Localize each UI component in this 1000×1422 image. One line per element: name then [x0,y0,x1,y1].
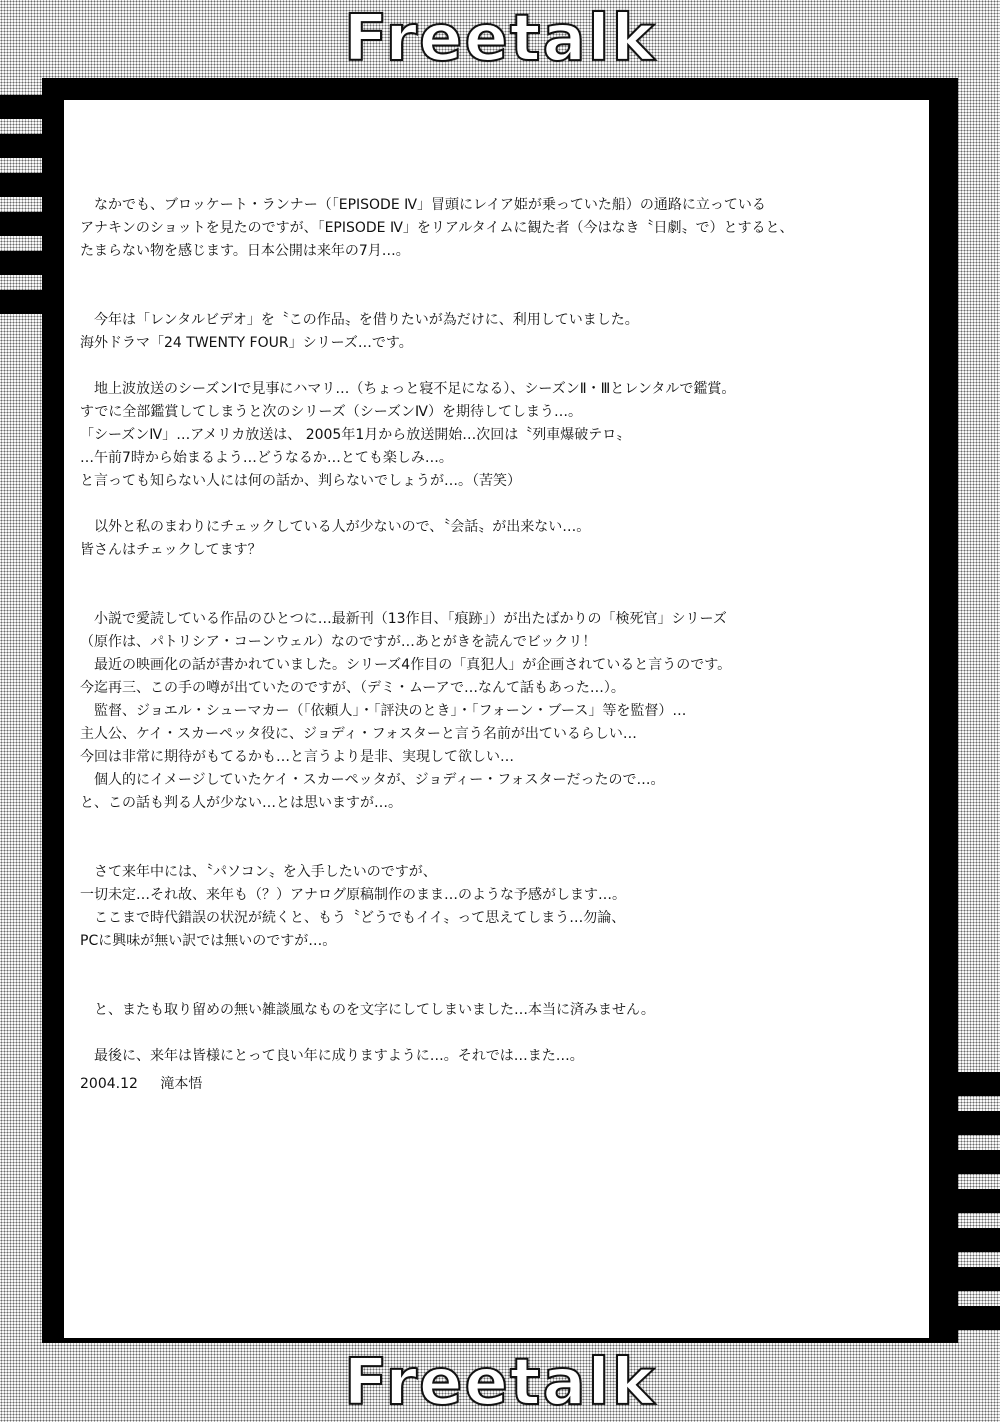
paragraph-closing [80,1045,860,1068]
stripe-bar [930,1150,1000,1174]
text-line: 監督、ジョエル・シューマカー（「依頼人」・「評決のとき」・「フォーン・ブース」等を監督）… [80,703,687,719]
text-line: 主人公、ケイ・スカーペッタ役に、ジョディ・フォスターと言う名前が出ているらしい… [80,726,637,742]
stripe-bar [930,1267,1000,1291]
stripe-bar [930,1228,1000,1252]
signature-author: 滝本悟 [160,1076,203,1092]
text-line: 海外ドラマ「24 TWENTY FOUR」シリーズ…です。 [80,335,413,351]
text-line: 最近の映画化の話が書かれていました。シリーズ4作目の「真犯人」が企画されていると言うのです。 [80,657,732,673]
stripe-bar [930,1072,1000,1096]
text-line: さて来年中には、〝パソコン〟を入手したいのですが、 [80,864,437,880]
paragraph-24-seasons [80,378,860,493]
text-line: 今年は「レンタルビデオ」を〝この作品〟を借りたいが為だけに、利用していました。 [80,312,639,328]
paragraph-novel [80,608,860,815]
paragraph-rental-video [80,309,860,355]
text-line: 今回は非常に期待がもてるかも…と言うより是非、実現して欲しい… [80,749,514,765]
text-line: 最後に、来年は皆様にとって良い年に成りますように…。それでは…また…。 [80,1048,584,1064]
text-line: ここまで時代錯誤の状況が続くと、もう〝どうでもイイ〟って思えてしまう…勿論、 [80,910,626,926]
text-line: 以外と私のまわりにチェックしている人が少ないので、〝会話〟が出来ない…。 [80,519,591,535]
text-line: 今迄再三、この手の噂が出ていたのですが、（デミ・ムーアで…なんて話もあった…）。 [80,680,625,696]
text-line: 「シーズンⅣ」…アメリカ放送は、 2005年1月から放送開始…次回は〝列車爆破テロ〟 [80,427,631,443]
text-line: （原作は、パトリシア・コーンウェル）なのですが…あとがきを読んでビックリ！ [80,634,597,650]
text-line: すでに全部鑑賞してしまうと次のシリーズ（シーズンⅣ）を期待してしまう…。 [80,404,582,420]
text-line: と言っても知らない人には何の話か、判らないでしょうが…。（苦笑） [80,473,521,489]
paragraph-episode-iv [80,194,860,263]
right-stripe-decoration [930,1072,1000,1345]
signature [80,1073,220,1093]
stripe-bar [930,1111,1000,1135]
signature-date: 2004.12 [80,1076,138,1092]
paragraph-apology [80,999,860,1022]
page-title-bottom: Freetalk [343,1346,657,1420]
page-title-top: Freetalk [343,2,657,76]
text-line: 個人的にイメージしていたケイ・スカーペッタが、ジョディー・フォスターだったので…。 [80,772,665,788]
text-line: アナキンのショットを見たのですが、「EPISODE Ⅳ」をリアルタイムに観た者（今はなき〝日劇〟で）とすると、 [80,220,794,236]
freetalk-body [80,194,860,1091]
stripe-bar [930,1306,1000,1330]
paragraph-check [80,516,860,562]
text-line: 地上波放送のシーズンⅠで見事にハマリ…（ちょっと寝不足になる）、シーズンⅡ・Ⅲとレンタルで鑑賞。 [80,381,736,397]
text-line: たまらない物を感じます。日本公開は来年の7月…。 [80,243,410,259]
text-line: …午前7時から始まるよう…どうなるか…とても楽しみ…。 [80,450,453,466]
text-line: 皆さんはチェックしてます？ [80,542,262,558]
stripe-bar [930,1189,1000,1213]
text-line: と、またも取り留めの無い雑談風なものを文字にしてしまいました…本当に済みません。 [80,1002,655,1018]
text-line: 小説で愛読している作品のひとつに…最新刊（13作目、「痕跡」）が出たばかりの「検死官」シリーズ [80,611,727,627]
paragraph-pc [80,861,860,953]
text-line: と、この話も判る人が少ない…とは思いますが…。 [80,795,402,811]
text-line: PCに興味が無い訳では無いのですが…。 [80,933,337,949]
text-line: なかでも、ブロッケート・ランナー（「EPISODE Ⅳ」冒頭にレイア姫が乗っていた船）の通路に立っている [80,197,766,213]
text-line: 一切未定…それ故、来年も（？）アナログ原稿制作のまま…のような予感がします…。 [80,887,626,903]
